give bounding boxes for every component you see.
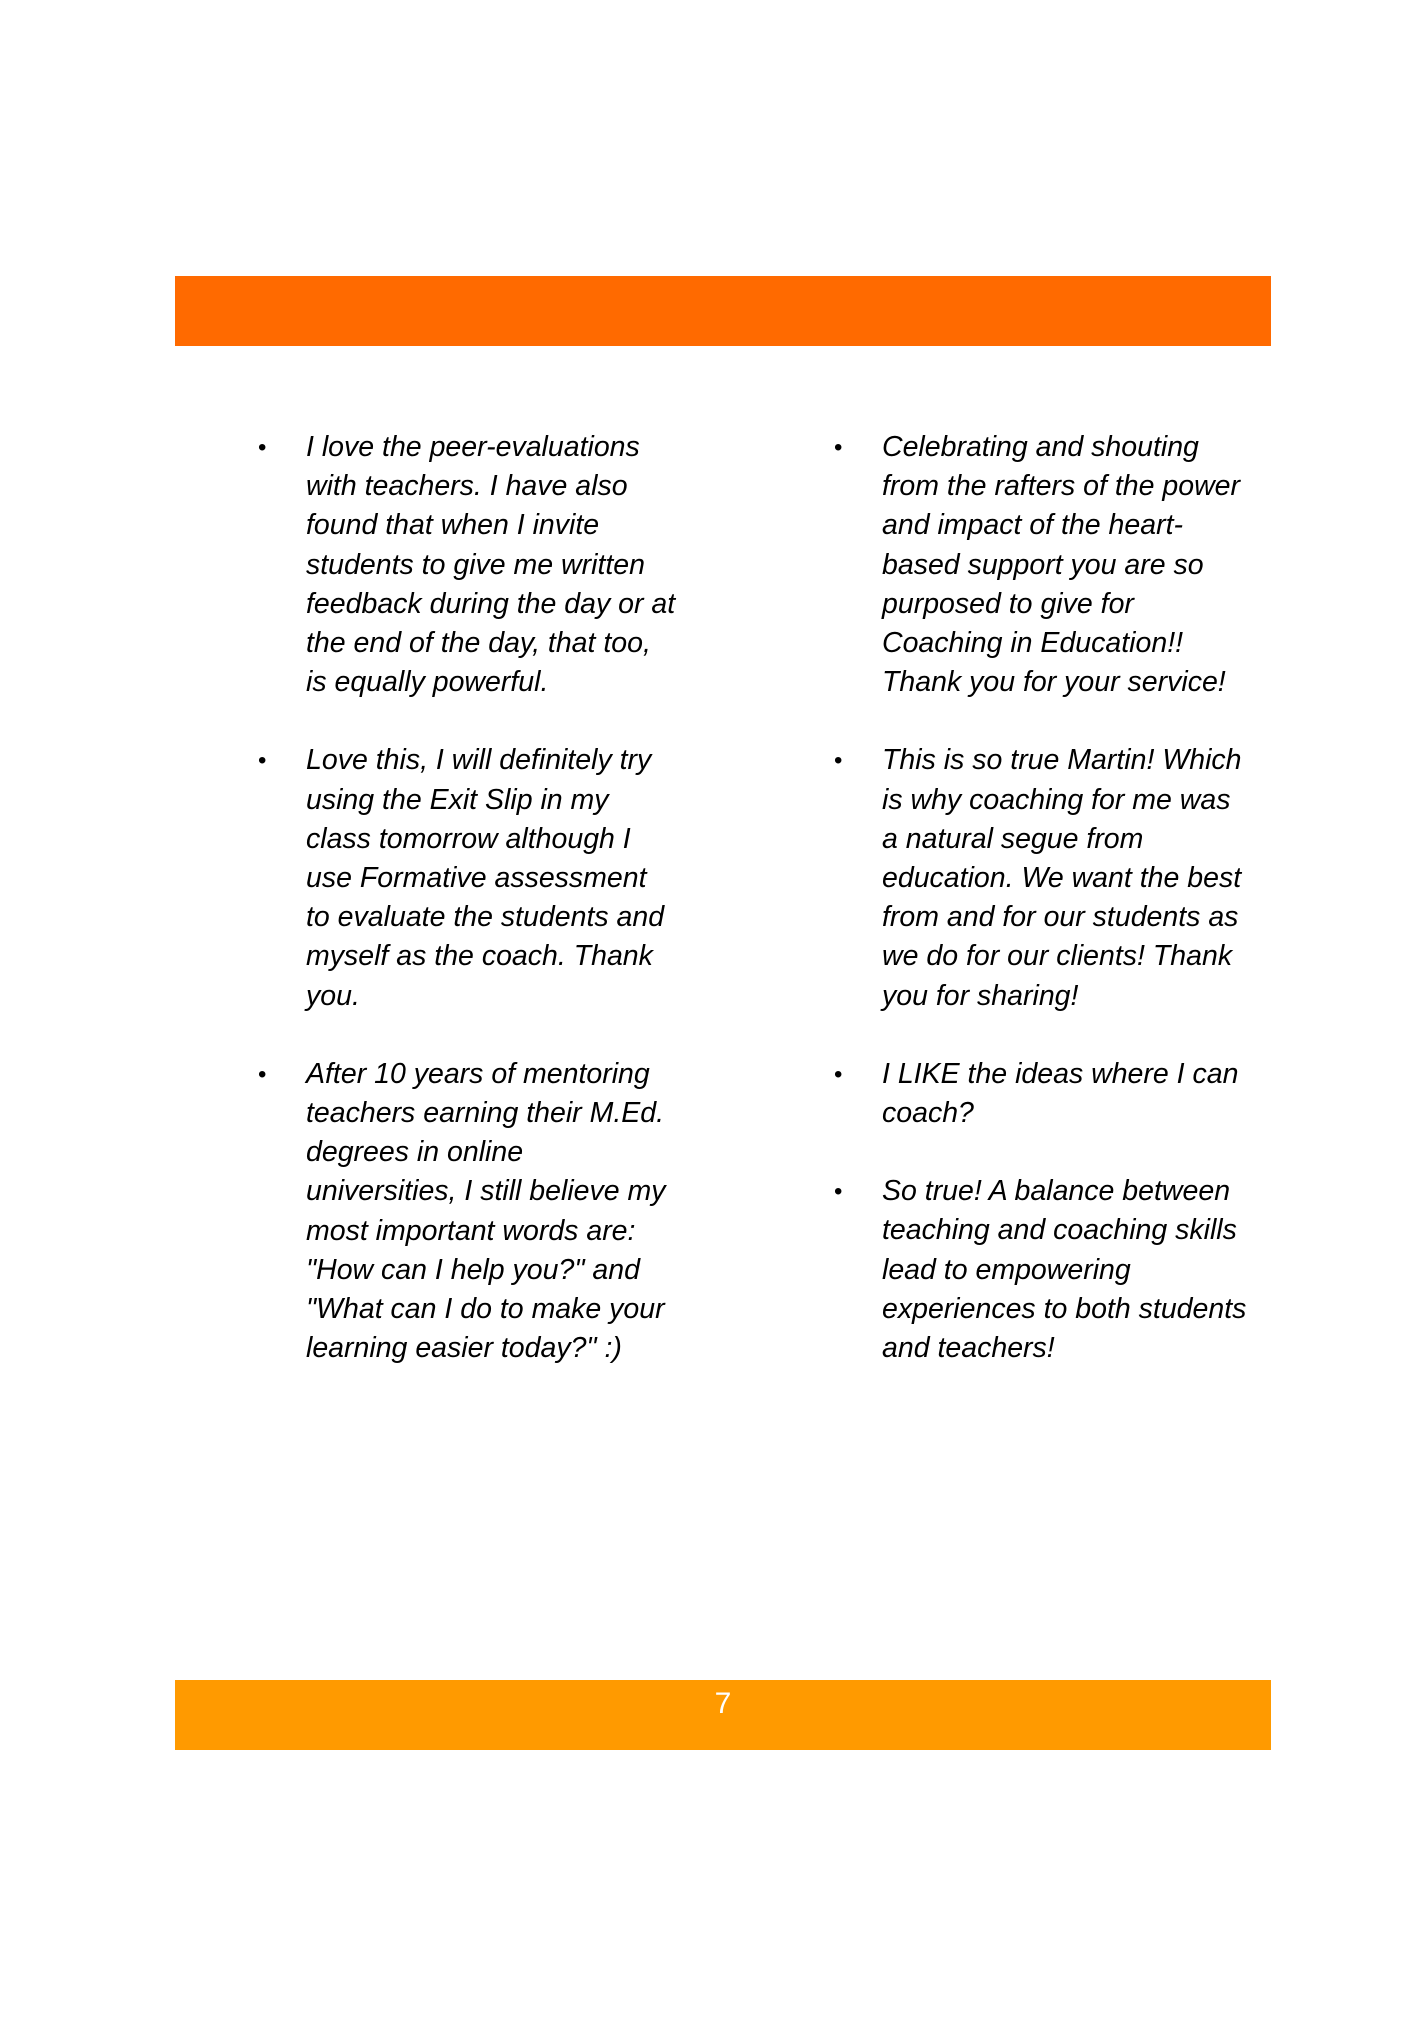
right-comment-column (834, 428, 1254, 1407)
comment-text: After 10 years of mentoring teachers earning their M.Ed. degrees in online universities, I still believe my most important words are: "How can I help you?" and "What can I do to make your learning easier today?" :) (306, 1057, 666, 1365)
bullet-icon: • (258, 434, 267, 461)
bullet-icon: • (258, 1060, 267, 1088)
comment-item (258, 1055, 678, 1369)
left-comment-column (258, 428, 678, 1407)
page-number: 7 (714, 1687, 732, 1720)
bullet-icon: • (834, 434, 843, 461)
comment-item (258, 741, 678, 1015)
comment-text: I love the peer-evaluations with teachers. I have also found that when I invite students to give me written feedback during the day or at the end of the day, that too, is equally powerful. (306, 431, 676, 699)
header-band (175, 276, 1271, 346)
comment-item (834, 1055, 1254, 1133)
comment-text: Celebrating and shouting from the rafters of the power and impact of the heart-based support you are so purposed to give for Coaching in Education!! Thank you for your service! (882, 431, 1240, 699)
comment-item (834, 741, 1254, 1015)
bullet-icon: • (258, 747, 267, 775)
comment-item (258, 428, 678, 702)
comment-text: This is so true Martin! Which is why coaching for me was a natural segue from education. We want the best from and for our students as we do for our clients! Thank you for sharing! (882, 744, 1242, 1012)
comment-text: Love this, I will definitely try using the Exit Slip in my class tomorrow although I use Formative assessment to evaluate the students and myself as the coach. Thank you. (306, 744, 665, 1012)
comment-item (834, 428, 1254, 702)
comment-item (834, 1172, 1254, 1368)
bullet-icon: • (834, 747, 843, 775)
comment-text: I LIKE the ideas where I can coach? (882, 1057, 1239, 1130)
comment-text: So true! A balance between teaching and coaching skills lead to empowering experiences to both students and teachers! (882, 1175, 1247, 1365)
footer-band (175, 1680, 1271, 1750)
bullet-icon: • (834, 1178, 843, 1206)
bullet-icon: • (834, 1060, 843, 1088)
